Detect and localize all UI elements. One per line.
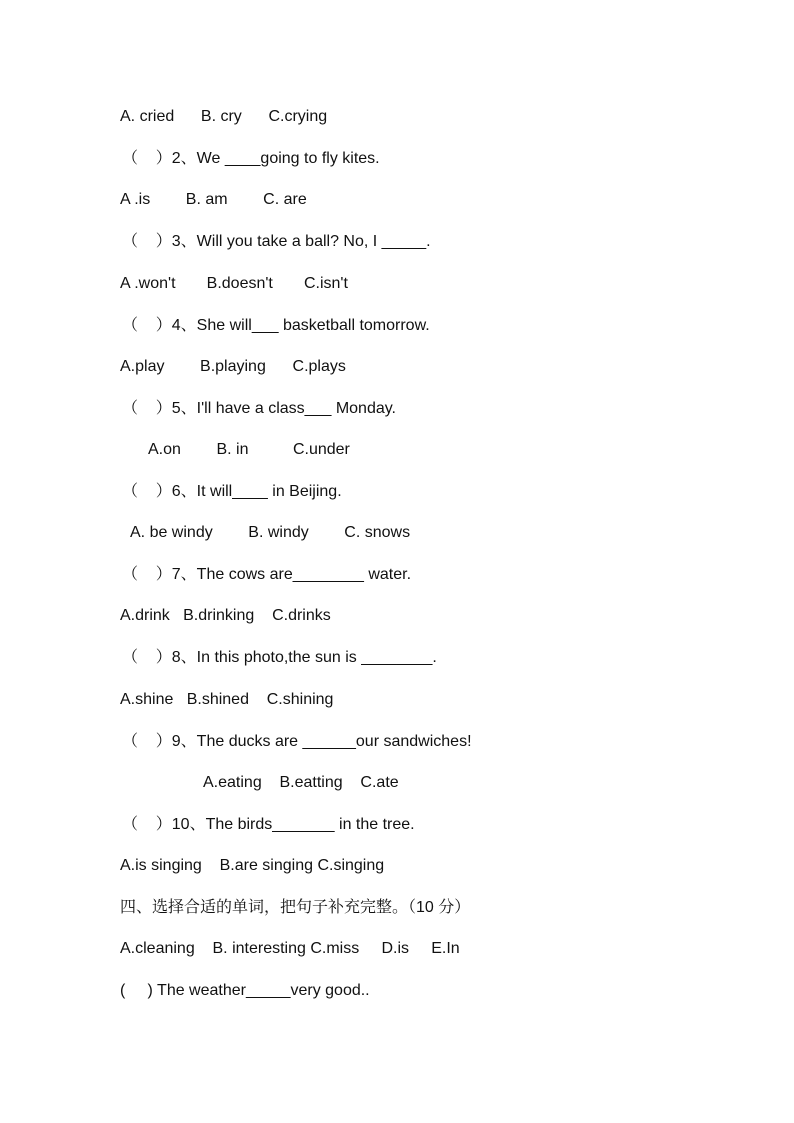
options-q1: A. cried B. cry C.crying xyxy=(120,108,328,125)
question-6: （ ）6、It will____ in Beijing. xyxy=(122,483,342,500)
options-q5: A.on B. in C.under xyxy=(148,441,350,458)
options-q3: A .won't B.doesn't C.isn't xyxy=(120,275,348,292)
options-q7: A.drink B.drinking C.drinks xyxy=(120,607,331,624)
question-2: （ ）2、We ____going to fly kites. xyxy=(122,150,380,167)
question-3: （ ）3、Will you take a ball? No, I _____. xyxy=(122,233,431,250)
options-q4: A.play B.playing C.plays xyxy=(120,358,346,375)
question-10: （ ）10、The birds_______ in the tree. xyxy=(122,816,415,833)
options-q9: A.eating B.eatting C.ate xyxy=(203,774,399,791)
question-8: （ ）8、In this photo,the sun is ________. xyxy=(122,649,437,666)
options-q6: A. be windy B. windy C. snows xyxy=(130,524,411,541)
section-4-question-1: ( ) The weather_____very good.. xyxy=(120,982,370,999)
question-9: （ ）9、The ducks are ______our sandwiches! xyxy=(122,733,472,750)
options-q2: A .is B. am C. are xyxy=(120,191,307,208)
options-q10: A.is singing B.are singing C.singing xyxy=(120,857,385,874)
options-q8: A.shine B.shined C.shining xyxy=(120,691,334,708)
section-4-heading: 四、选择合适的单词，把句子补充完整。（10 分） xyxy=(120,899,471,916)
question-7: （ ）7、The cows are________ water. xyxy=(122,566,412,583)
question-5: （ ）5、I'll have a class___ Monday. xyxy=(122,400,396,417)
question-4: （ ）4、She will___ basketball tomorrow. xyxy=(122,317,430,334)
section-4-word-bank: A.cleaning B. interesting C.miss D.is E.In xyxy=(120,940,460,957)
